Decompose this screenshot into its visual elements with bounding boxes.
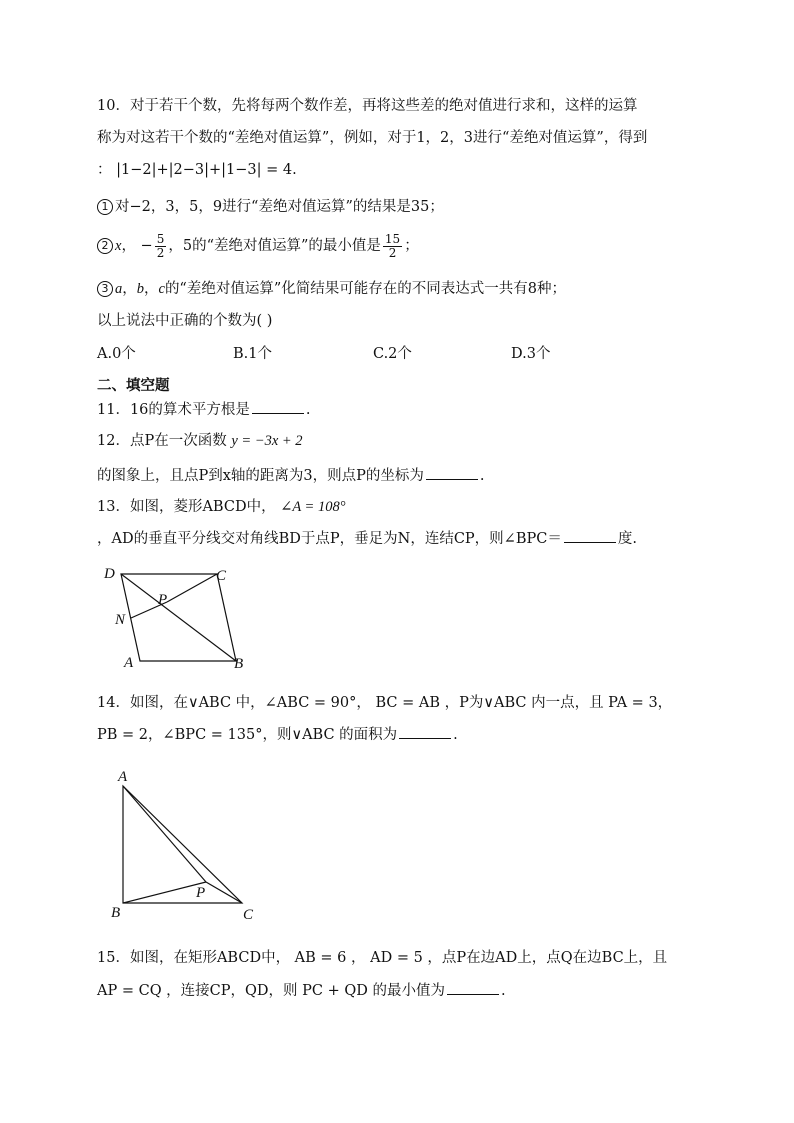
- q10-line2: 称为对这若干个数的“差绝对值运算”，例如，对于1，2，3进行“差绝对值运算”，得到: [97, 130, 648, 146]
- q12-end: .: [479, 468, 485, 484]
- frac2-den: 2: [388, 245, 397, 260]
- q12-text: 12．点P在一次函数: [97, 433, 227, 449]
- q10-period: .: [292, 162, 297, 178]
- q14-text2: PB = 2，∠BPC = 135°，则∨ABC 的面积为: [97, 727, 398, 743]
- label-a: A: [124, 655, 134, 671]
- minus-sign: −: [140, 238, 153, 254]
- segment-pa: [123, 786, 206, 882]
- q11: [97, 399, 311, 420]
- section-title: 二、填空题: [97, 378, 170, 394]
- q12-function: y = −3x + 2: [231, 433, 303, 449]
- q15-line2: [97, 980, 506, 1001]
- fraction-5-2: [155, 233, 167, 260]
- comma: ，: [122, 281, 137, 297]
- answer-blank: [426, 465, 478, 480]
- label-b: B: [234, 656, 244, 672]
- answer-blank: [252, 399, 304, 414]
- frac2-num: 15: [384, 231, 401, 246]
- q11-text: 11．16的算术平方根是: [97, 402, 250, 418]
- statement-2-end: ；: [404, 238, 419, 254]
- q10-question: 以上说法中正确的个数为( ): [97, 313, 273, 329]
- q11-end: .: [305, 402, 311, 418]
- triangle-figure: [108, 765, 268, 925]
- comma: ，: [144, 281, 159, 297]
- var-x: x: [115, 238, 122, 254]
- q13-angle: ∠A = 108°: [280, 499, 346, 515]
- q12-line1: [97, 431, 303, 451]
- label-d: D: [104, 566, 115, 582]
- q13-line1: [97, 497, 346, 517]
- q12-line2: [97, 465, 485, 486]
- fraction-15-2: [383, 233, 402, 260]
- var-c: c: [158, 281, 165, 297]
- option-b: B.1个: [233, 346, 272, 362]
- q10-statement-2: [97, 232, 419, 260]
- frac-num: 5: [156, 231, 165, 246]
- statement-1-text: 对−2，3，5，9进行“差绝对值运算”的结果是35；: [115, 199, 444, 215]
- label-c: C: [243, 907, 254, 923]
- label-b: B: [111, 905, 121, 921]
- label-p: P: [196, 885, 206, 901]
- sep: ，: [121, 238, 136, 254]
- rhombus-figure: [100, 560, 260, 675]
- q15-end: .: [501, 983, 506, 999]
- circled-number-2: 2: [97, 238, 113, 254]
- q10-colon: ：: [97, 162, 112, 178]
- option-d: D.3个: [511, 346, 551, 362]
- var-b: b: [136, 281, 144, 297]
- label-p: P: [158, 592, 168, 608]
- q14-line1: 14．如图，在∨ABC 中，∠ABC = 90°， BC = AB ，P为∨ABC 内一点，且 PA = 3，: [97, 695, 673, 711]
- q15-line1: 15．如图，在矩形ABCD中， AB = 6 ， AD = 5 ，点P在边AD上，点Q在边BC上，且: [97, 950, 668, 966]
- q10-line1: 10．对于若干个数，先将每两个数作差，再将这些差的绝对值进行求和，这样的运算: [97, 98, 638, 114]
- q13-text: 13．如图，菱形ABCD中，: [97, 499, 276, 515]
- var-a: a: [115, 281, 123, 297]
- q13-text2: ，AD的垂直平分线交对角线BD于点P，垂足为N，连结CP，则∠BPC＝: [97, 531, 562, 547]
- statement-3-text: 的“差绝对值运算”化简结果可能存在的不同表达式一共有8种；: [164, 281, 566, 297]
- frac-den: 2: [156, 245, 165, 260]
- answer-blank: [399, 724, 451, 739]
- q15-text2: AP = CQ ，连接CP，QD，则 PC + QD 的最小值为: [97, 983, 445, 999]
- circled-number-1: 1: [97, 199, 113, 215]
- statement-2-text: ，5的“差绝对值运算”的最小值是: [168, 238, 381, 254]
- segment-pb: [123, 882, 206, 903]
- diagonal-bd: [121, 574, 236, 661]
- option-c: C.2个: [373, 346, 412, 362]
- q12-text2: 的图象上，且点P到x轴的距离为3，则点P的坐标为: [97, 468, 424, 484]
- label-c: C: [216, 568, 227, 584]
- segment-pc: [167, 574, 217, 602]
- q14-end: .: [453, 727, 458, 743]
- q13-line2: [97, 528, 637, 549]
- answer-blank: [564, 528, 616, 543]
- label-a: A: [118, 769, 128, 785]
- answer-blank: [447, 980, 499, 995]
- triangle-abc: [123, 786, 242, 903]
- q13-end: 度.: [617, 531, 637, 547]
- q10-line3: [97, 160, 297, 180]
- q10-statement-3: [97, 279, 566, 299]
- q14-line2: [97, 724, 458, 745]
- q10-example-formula: |1−2|+|2−3|+|1−3| = 4: [116, 162, 293, 178]
- q10-statement-1: [97, 197, 444, 217]
- label-n: N: [115, 612, 126, 628]
- option-a: A.0个: [97, 346, 136, 362]
- circled-number-3: 3: [97, 281, 113, 297]
